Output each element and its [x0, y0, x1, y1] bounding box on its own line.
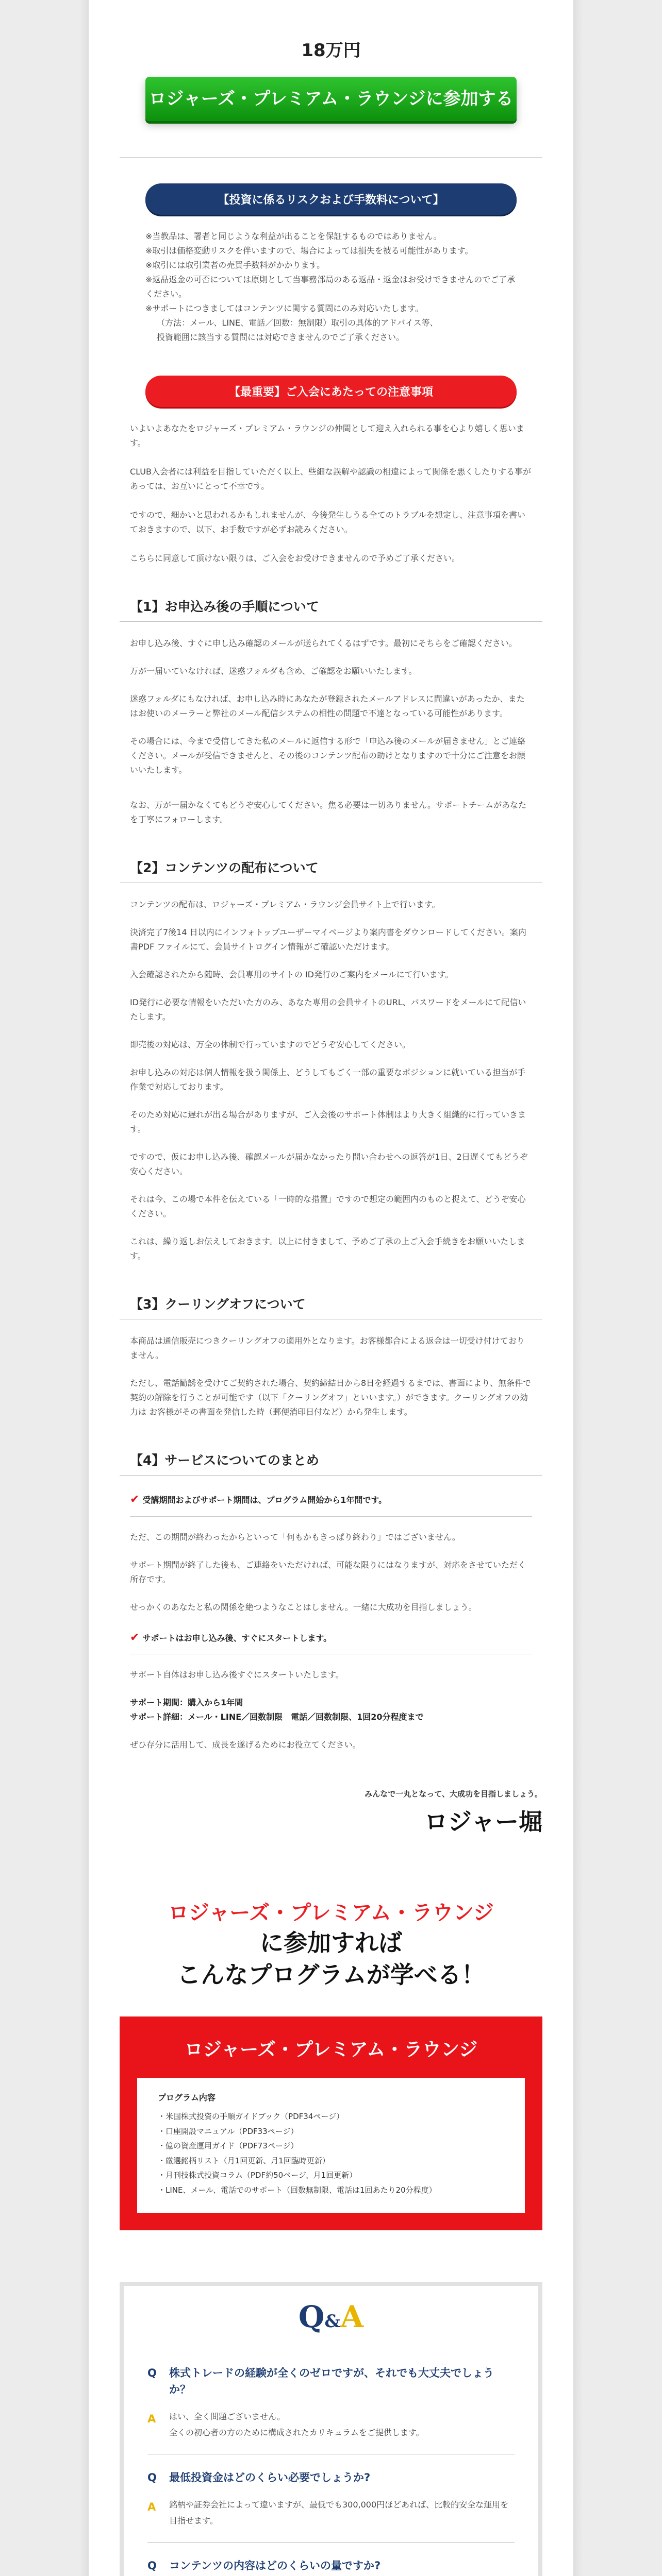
program-box	[120, 2016, 542, 2230]
section2-para: そのため対応に遅れが出る場合がありますが、ご入会後のサポート体制はより大きく組織的に行っていきます。	[130, 1110, 526, 1134]
question	[147, 2470, 515, 2486]
qa-logo-a: A	[340, 2299, 364, 2335]
qa-item	[147, 2454, 515, 2543]
risk-notes	[120, 229, 542, 345]
qa-item	[147, 2350, 515, 2454]
answer	[147, 2409, 515, 2441]
promo-heading	[120, 1899, 542, 1991]
risk-line: （方法：メール、LINE、電話／回数：無制限）取引の具体的アドバイス等、	[157, 318, 438, 328]
qa-logo-q: Q	[298, 2299, 325, 2335]
list-item: ・米国株式投資の手順ガイドブック（PDF34ページ）	[158, 2112, 344, 2122]
question	[147, 2365, 515, 2398]
section3-para: 本商品は通信販売につきクーリングオフの適用外となります。お客様都合による返金は一切受け付けておりません。	[130, 1336, 525, 1360]
list-item: ・LINE、メール、電話でのサポート（回数無制限、電話は1回あたり20分程度）	[158, 2185, 437, 2195]
sign-note: みんなで一丸となって、大成功を目指しましょう。	[365, 1789, 542, 1799]
a-icon: A	[147, 2501, 156, 2514]
program-content	[137, 2078, 525, 2213]
section2-para: ですので、仮にお申し込み後、確認メールが届かなかったり問い合わせへの返答が1日、2日遅くてもどうぞ安心ください。	[130, 1152, 528, 1176]
section2-para: それは今、この場で本件を伝えている「一時的な措置」ですので想定の範囲内のものと捉えて、どうぞ安心ください。	[130, 1194, 526, 1218]
section3-heading: 【3】クーリングオフについて	[120, 1294, 542, 1319]
risk-line: ※当教品は、署者と同じような利益が出ることを保証するものではありません。	[145, 231, 442, 241]
divider	[120, 157, 542, 158]
important-section	[120, 376, 542, 566]
section2-para: コンテンツの配布は、ロジャーズ・プレミアム・ラウンジ会員サイト上で行います。	[130, 900, 440, 909]
question-text: 株式トレードの経験が全くのゼロですが、それでも大丈夫でしょうか？	[169, 2367, 494, 2396]
check-item	[130, 1628, 532, 1655]
section2-para: 即売後の対応は、万全の体制で行っていますのでどうぞ安心してください。	[130, 1040, 411, 1049]
support-detail: サポート詳細：メール・LINE／回数制限 電話／回数制限、1回20分程度まで	[130, 1712, 424, 1722]
risk-title: 【投資に係るリスクおよび手数料について】	[145, 183, 517, 215]
important-para: CLUB入会者には利益を目指していただく以上、些細な誤解や認識の相違によって関係を悪くしたりする事があっては、お互いにとって不幸です。	[130, 467, 531, 491]
list-item: ・口座開設マニュアル（PDF33ページ）	[158, 2126, 299, 2136]
section1-para: 万が一届いていなければ、迷惑フォルダも含め、ご確認をお願いいたします。	[130, 666, 417, 676]
check-icon: ✔	[130, 1631, 140, 1644]
join-button[interactable]: ロジャーズ・プレミアム・ラウンジに参加する	[145, 77, 517, 121]
page	[89, 0, 573, 2576]
answer-line: 全くの初心者の方のために構成されたカリキュラムをご提供します。	[169, 2427, 424, 2437]
section2-body	[120, 897, 542, 1263]
important-para: いよいよあなたをロジャーズ・プレミアム・ラウンジの仲間として迎え入れられる事を心より嬉しく思います。	[130, 423, 524, 448]
section1-heading: 【1】お申込み後の手順について	[120, 597, 542, 622]
section1-body	[120, 636, 542, 827]
qa-logo-amp: &	[324, 2311, 341, 2332]
section1-para: なお、万が一届かなくてもどうぞ安心してください。焦る必要は一切ありません。サポートチームがあなたを丁寧にフォローします。	[130, 800, 526, 824]
promo-line: こんなプログラムが学べる！	[177, 1961, 485, 1989]
program-heading: プログラム内容	[158, 2093, 216, 2103]
section4-para: ただ、この期間が終わったからといって「何もかもきっぱり終わり」ではございません。	[130, 1532, 460, 1542]
answer-text	[169, 2497, 515, 2529]
price: 18万円	[301, 40, 361, 61]
section2-para: これは、繰り返しお伝えしておきます。以上に付きまして、予めご了承の上ご入会手続きをお願いいたします。	[130, 1236, 525, 1261]
section3-para: ただし、電話勧誘を受けてご契約された場合、契約締結日から8日を経過するまでは、書面により、無条件で契約の解除を行うことが可能です（以下「クーリングオフ」といいます。）ができます。クーリングオフの効力は お客様がその書面を発信した時（郵便消印日付など）から発生します。	[130, 1378, 532, 1417]
risk-section	[120, 183, 542, 345]
section4-para: サポート自体はお申し込み後すぐにスタートいたします。	[130, 1670, 344, 1680]
risk-line: ※サポートにつきましてはコンテンツに関する質問にのみ対応いたします。	[145, 303, 424, 313]
section2-para: ID発行に必要な情報をいただいた方のみ、あなた専用の会員サイトのURL、パスワードをメールにて配信いたします。	[130, 997, 526, 1022]
q-icon: Q	[147, 2367, 157, 2380]
question	[147, 2558, 515, 2574]
section2-para: 入会確認されたから随時、会員専用のサイトの ID発行のご案内をメールにて行います。	[130, 970, 454, 979]
question-text: コンテンツの内容はどのくらいの量ですか?	[169, 2560, 381, 2572]
risk-line: ※取引には取引業者の売買手数料がかかります。	[145, 260, 325, 270]
section4-para: せっかくのあなたと私の関係を絶つようなことはしません。一緒に大成功を目指しましょう。	[130, 1602, 477, 1612]
answer-line: 銘柄や証券会社によって違いますが、最低でも300,000円ほどあれば、比較的安全な運用を目指せます。	[169, 2500, 509, 2526]
important-para: ですので、細かいと思われるかもしれませんが、今後発生しうる全てのトラブルを想定し、注意事項を書いておきますので、以下、お手数ですが必ずお読みください。	[130, 510, 526, 534]
list-item: ・億の資産運用ガイド（PDF73ページ）	[158, 2141, 299, 2151]
question-text: 最低投資金はどのくらい必要でしょうか?	[169, 2471, 371, 2484]
risk-line: ※取引は価格変動リスクを伴いますので、場合によっては損失を被る可能性があります。	[145, 246, 473, 256]
important-title: 【最重要】ご入会にあたっての注意事項	[145, 376, 517, 407]
section1-para: 迷惑フォルダにもなければ、お申し込み時にあなたが登録されたメールアドレスに間違いがあったか、またはお使いのメーラーと弊社のメール配信システムの相性の問題で不達となっている可能性があります。	[130, 694, 525, 718]
section4-body	[120, 1490, 542, 1752]
section1-para: お申し込み後、すぐに申し込み確認のメールが送られてくるはずです。最初にそちらをご確認ください。	[130, 638, 517, 648]
section4-heading: 【4】サービスについてのまとめ	[120, 1450, 542, 1476]
promo-line: ロジャーズ・プレミアム・ラウンジ	[168, 1901, 494, 1925]
q-icon: Q	[147, 2560, 157, 2572]
program-list	[158, 2109, 504, 2197]
answer-line: はい、全く問題ございません。	[169, 2412, 285, 2422]
qa-logo	[147, 2299, 515, 2334]
promo-line: に参加すれば	[260, 1929, 402, 1957]
qa-item	[147, 2543, 515, 2576]
risk-line: 投資範囲に該当する質問には対応できませんのでご了承ください。	[157, 332, 405, 342]
section1-para: その場合には、今まで受信してきた私のメールに返信する形で「申込み後のメールが届きません」とご連絡ください。メールが受信できませんと、その後のコンテンツ配布の助けとなりますので十分にご注意をお願いいたします。	[130, 736, 526, 775]
signature: ロジャー堀	[424, 1808, 542, 1836]
check-text: 受講期間およびサポート期間は、プログラム開始から1年間です。	[142, 1495, 387, 1505]
check-text: サポートはお申し込み後、すぐにスタートします。	[142, 1633, 332, 1643]
section3-body	[120, 1334, 542, 1419]
section2-para: お申し込みの対応は個人情報を扱う関係上、どうしてもごく一部の重要なポジションに就いている担当が手作業で対応しております。	[130, 1067, 526, 1092]
check-icon: ✔	[130, 1493, 140, 1506]
support-period: サポート期間：購入から1年間	[130, 1698, 243, 1707]
qa-section	[120, 2282, 542, 2576]
section4-para: ぜひ存分に活用して、成長を遂げるためにお役立てください。	[130, 1740, 361, 1750]
section4-para: サポート期間が終了した後も、ご連絡をいただければ、可能な限りにはなりますが、対応をさせていただく所存です。	[130, 1560, 526, 1584]
a-icon: A	[147, 2413, 156, 2426]
important-para: こちらに同意して頂けない限りは、ご入会をお受けできませんので予めご了承ください。	[130, 553, 460, 563]
list-item: ・厳選銘柄リスト（月1回更新、月1回臨時更新）	[158, 2156, 330, 2165]
list-item: ・月刊技株式投資コラム（PDF約50ページ、月1回更新）	[158, 2171, 357, 2180]
q-icon: Q	[147, 2471, 157, 2484]
answer-text	[169, 2409, 424, 2441]
section2-heading: 【2】コンテンツの配布について	[120, 858, 542, 883]
cta-wrap	[120, 77, 542, 121]
program-title: ロジャーズ・プレミアム・ラウンジ	[184, 2039, 478, 2061]
check-item	[130, 1490, 532, 1517]
section2-para: 決済完了7後14 日以内にインフォトップユーザーマイページより案内書をダウンロードしてください。案内書PDF ファイルにて、会員サイトログイン情報がご確認いただけます。	[130, 927, 526, 952]
answer	[147, 2497, 515, 2529]
risk-line: ※返品返金の可否については原則として当事務部局のある返品・返金はお受けできませんのでご了承ください。	[145, 275, 516, 299]
